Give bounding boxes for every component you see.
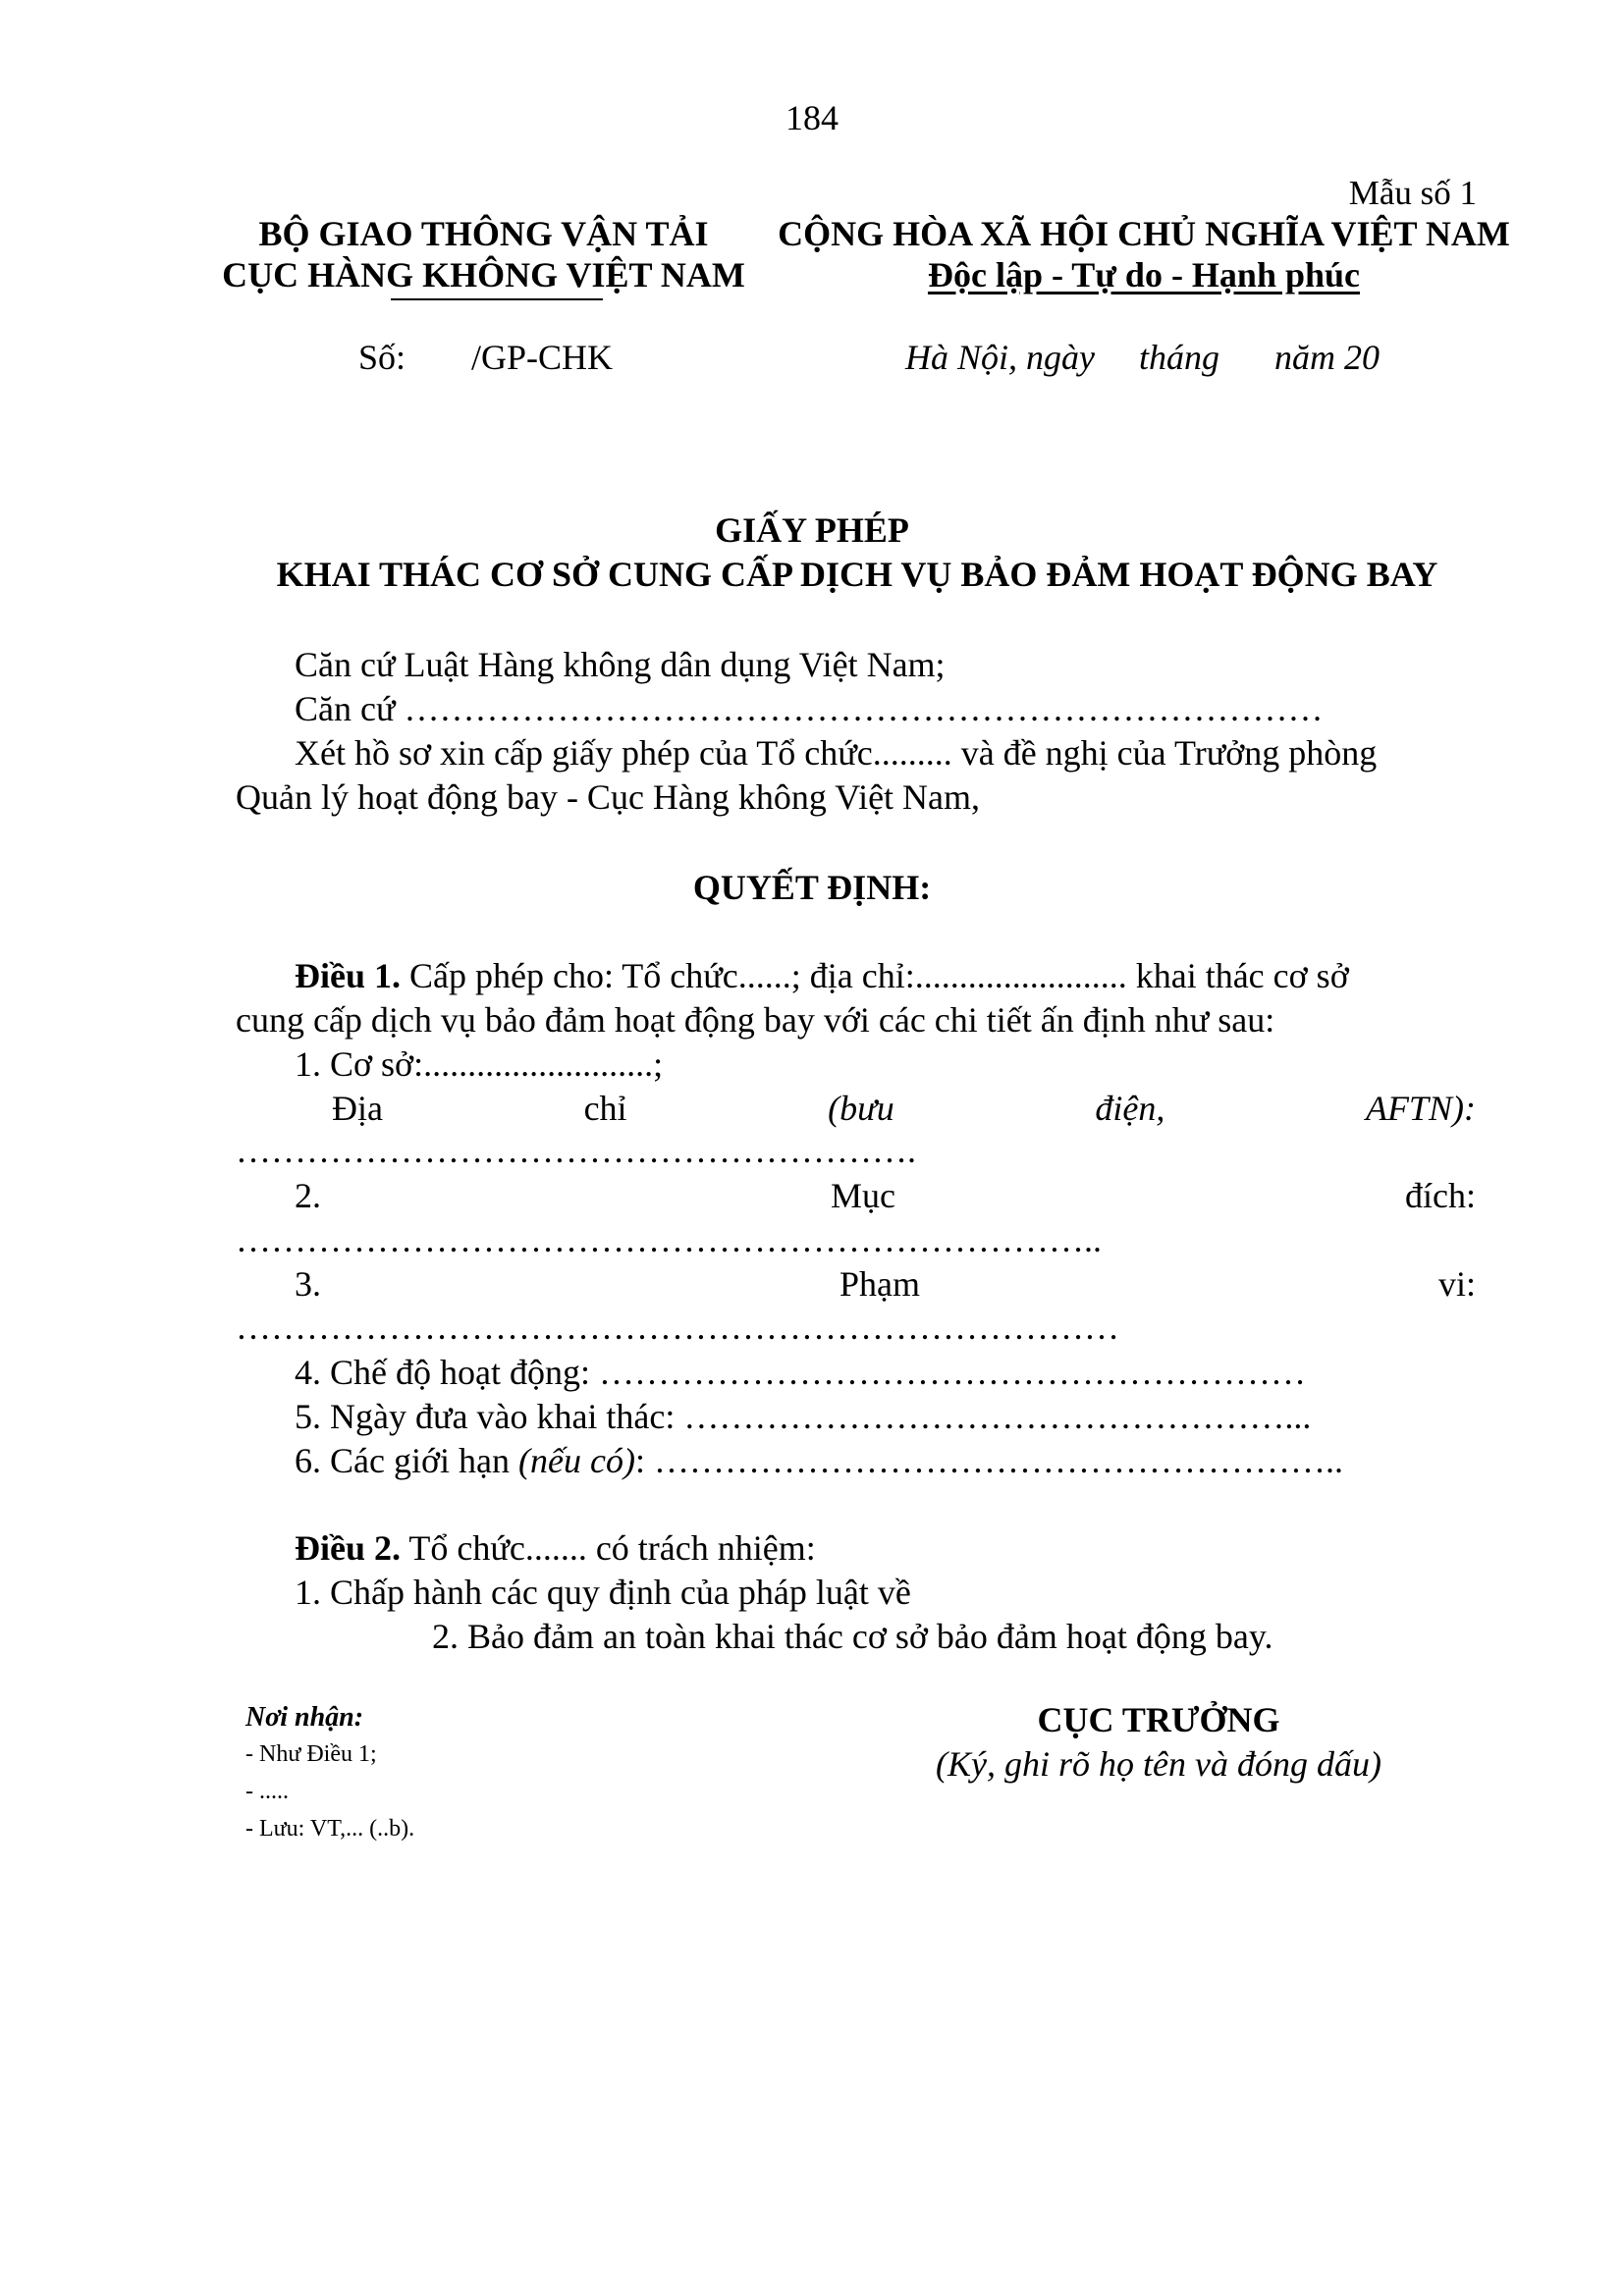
recipient-3: - Lưu: VT,... (..b). [245,1816,415,1842]
article-1-text: Cấp phép cho: Tổ chức......; địa chỉ:........................ khai thác cơ sở [409,956,1349,995]
consideration-line-1: Xét hồ sơ xin cấp giấy phép của Tổ chức......... và đề nghị của Trưởng phòng [295,733,1378,773]
recipient-2: - ..... [245,1779,289,1804]
legal-basis-2: Căn cứ …………………………………………………………………… [295,689,1324,728]
item-2-word-2: đích: [1405,1176,1476,1215]
document-subtitle: KHAI THÁC CƠ SỞ CUNG CẤP DỊCH VỤ BẢO ĐẢM HOẠT ĐỘNG BAY [276,555,1438,594]
address-row [332,1087,1476,1130]
item-2-row [295,1174,1476,1217]
address-word-5: AFTN): [1365,1089,1476,1128]
recipients-heading: Nơi nhận: [245,1702,364,1733]
item-2-number: 2. [295,1176,321,1215]
national-title: CỘNG HÒA XÃ HỘI CHỦ NGHĨA VIỆT NAM [778,214,1510,253]
legal-basis-1: Căn cứ Luật Hàng không dân dụng Việt Nam; [295,645,946,684]
article-1-label: Điều 1. [295,956,401,995]
item-2-word-1: Mục [831,1176,895,1215]
agency-underline [391,298,603,300]
article-2-item-1: 1. Chấp hành các quy định của pháp luật về [295,1573,911,1612]
address-word-3: (bưu [828,1089,894,1128]
item-4: 4. Chế độ hoạt động: …………………………………………………… [295,1353,1306,1392]
decision-heading: QUYẾT ĐỊNH: [692,868,932,907]
ministry-name: BỘ GIAO THÔNG VẬN TẢI [258,214,709,253]
article-1-line-2: cung cấp dịch vụ bảo đảm hoạt động bay với các chi tiết ấn định như sau: [236,1000,1275,1040]
article-1-item-1: 1. Cơ sở:..........................; [295,1044,664,1084]
document-number-label: Số: [358,338,406,377]
item-3-word-1: Phạm [839,1264,920,1304]
address-word-2: chỉ [583,1089,627,1128]
recipient-1: - Như Điều 1; [245,1741,377,1767]
place-date: Hà Nội, ngày [905,338,1095,377]
item-2-dots: ……………………………………………………………….. [236,1220,1102,1259]
item-3-word-2: vi: [1437,1264,1476,1304]
date-month: tháng [1139,338,1220,377]
article-2-label: Điều 2. [295,1528,401,1568]
item-3-number: 3. [295,1264,321,1304]
address-word-1: Địa [332,1089,383,1128]
document-title: GIẤY PHÉP [715,510,909,550]
form-number: Mẫu số 1 [1348,174,1477,212]
signature-note: (Ký, ghi rõ họ tên và đóng dấu) [936,1744,1381,1784]
article-2-line-1 [295,1526,816,1570]
address-dots: …………………………………………………. [236,1131,916,1170]
consideration-line-2: Quản lý hoạt động bay - Cục Hàng không Việt Nam, [236,777,981,817]
national-motto: Độc lập - Tự do - Hạnh phúc [927,255,1361,294]
item-6-dots: : ………………………………………………….. [634,1441,1343,1480]
date-year: năm 20 [1274,338,1380,377]
agency-name: CỤC HÀNG KHÔNG VIỆT NAM [222,255,745,294]
page-number: 184 [785,98,839,137]
address-word-4: điện, [1095,1089,1165,1128]
item-6-note: (nếu có) [518,1441,635,1480]
item-3-dots: ………………………………………………………………… [236,1308,1119,1347]
item-5: 5. Ngày đưa vào khai thác: ……………………………………………... [295,1397,1312,1436]
article-2-item-2: 2. Bảo đảm an toàn khai thác cơ sở bảo đảm hoạt động bay. [432,1617,1273,1656]
item-6-label: 6. Các giới hạn [295,1441,518,1480]
signature-title: CỤC TRƯỞNG [1037,1700,1280,1739]
article-2-text: Tổ chức....... có trách nhiệm: [408,1528,816,1568]
document-number-code: /GP-CHK [471,338,614,377]
article-1-line-1 [295,954,1349,997]
item-3-row [295,1262,1476,1306]
item-6 [295,1439,1343,1482]
